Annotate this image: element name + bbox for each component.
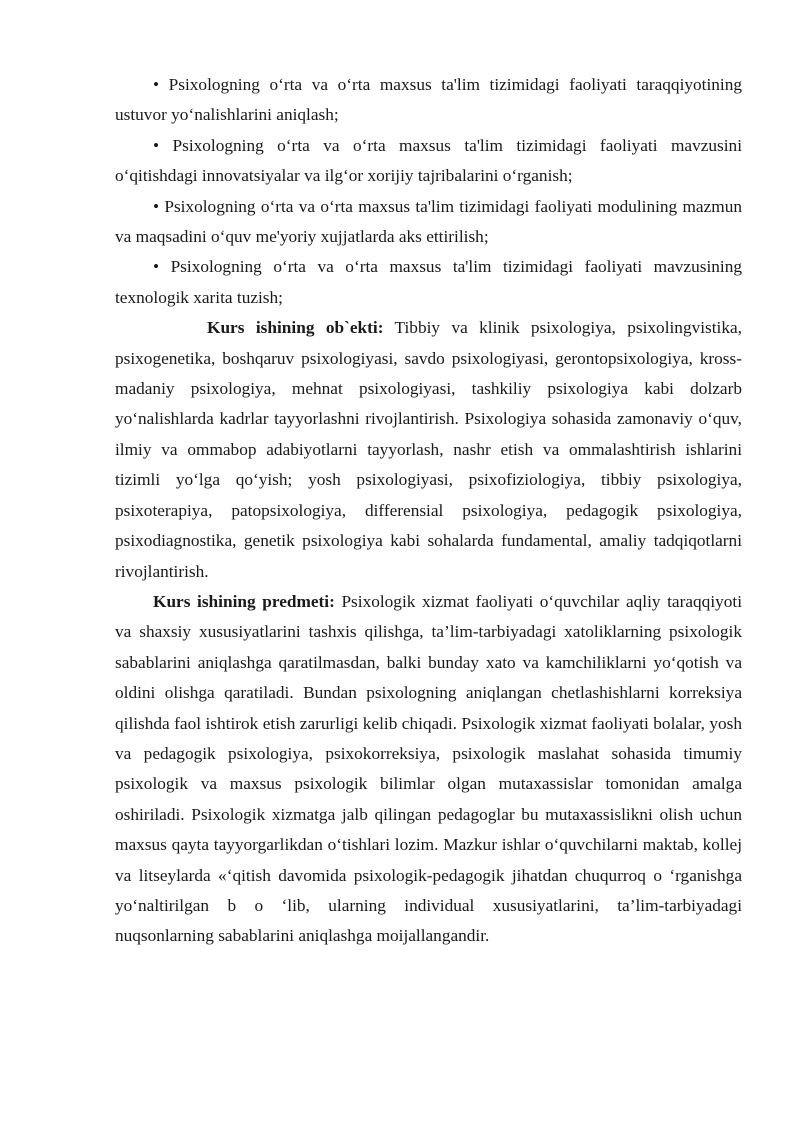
bullet-priorities: • Psixologning o‘rta va o‘rta maxsus ta'lim tizimidagi faoliyati taraqqiyotining ustuvor yo‘nalishlarini aniqlash; xyxy=(115,75,742,125)
course-subject-text: Psixologik xizmat faoliyati o‘quvchilar aqliy taraqqiyoti va shaxsiy xususiyatlarini tashxis qilishga, ta’lim-tarbiyadagi xatoliklarning psixologik sabablarini aniqlashga qaratilmasdan, balki bunday xato va kamchiliklarni yo‘qotish va oldini olishga qaratiladi. Bundan psixologning aniqlangan chetlashishlarni korreksiya qilishda faol ishtirok etish zarurligi kelib chiqadi. Psixologik xizmat faoliyati bolalar, yosh va pedagogik psixologiya, psixokorreksiya, psixologik maslahat sohasida timumiy psixologik va maxsus psixologik bilimlar olgan mutaxassislar tomonidan amalga oshiriladi. Psixologik xizmatga jalb qilingan pedagoglar bu mutaxassislikni olish uchun maxsus qayta tayyorgarlikdan o‘tishlari lozim. Mazkur ishlar o‘quvchilarni maktab, kollej va litseylarda «‘qitish davomida psixologik-pedagogik jihatdan chuqurroq o ‘rganishga yo‘naltirilgan b o ‘lib, ularning individual xususiyatlarini, ta’lim-tarbiyadagi nuqsonlarning sabablarini aniqlashga moijallangandir. xyxy=(115,591,742,946)
bullet-module-content: • Psixologning o‘rta va o‘rta maxsus ta'lim tizimidagi faoliyati modulining mazmun va maqsadini o‘quv me'yoriy xujjatlarda aks ettirilish; xyxy=(115,196,742,247)
bullet-tech-map: • Psixologning o‘rta va o‘rta maxsus ta'lim tizimidagi faoliyati mavzusining texnologik xarita tuzish; xyxy=(115,257,742,307)
course-object-text: Tibbiy va klinik psixologiya, psixolingvistika, psixogenetika, boshqaruv psixologiyasi, savdo psixologiyasi, gerontopsixologiya, kross-madaniy psixologiya, mehnat psixologiyasi, tashkiliy psixologiya kabi dolzarb yo‘nalishlarda kadrlar tayyorlashni rivojlantirish. Psixologiya sohasida zamonaviy o‘quv, ilmiy va ommabop adabiyotlarni tayyorlash, nashr etish va ommalashtirish ishlarini tizimli yo‘lga qo‘yish; yosh psixologiyasi, psixofiziologiya, tibbiy psixologiya, psixoterapiya, patopsixologiya, differensial psixologiya, pedagogik psixologiya, psixodiagnostika, genetik psixologiya kabi sohalarda fundamental, amaliy tadqiqotlarni rivojlantirish. xyxy=(115,318,742,581)
course-object-label: Kurs ishining ob`ekti: xyxy=(207,318,384,338)
bullet-innovations: • Psixologning o‘rta va o‘rta maxsus ta'lim tizimidagi faoliyati mavzusini o‘qitishdagi innovatsiyalar va ilg‘or xorijiy tajribalarini o‘rganish; xyxy=(115,135,742,186)
document-page xyxy=(115,70,742,952)
course-subject-label: Kurs ishining predmeti: xyxy=(153,591,335,611)
course-subject-paragraph xyxy=(115,587,742,952)
course-object-paragraph xyxy=(115,313,742,587)
